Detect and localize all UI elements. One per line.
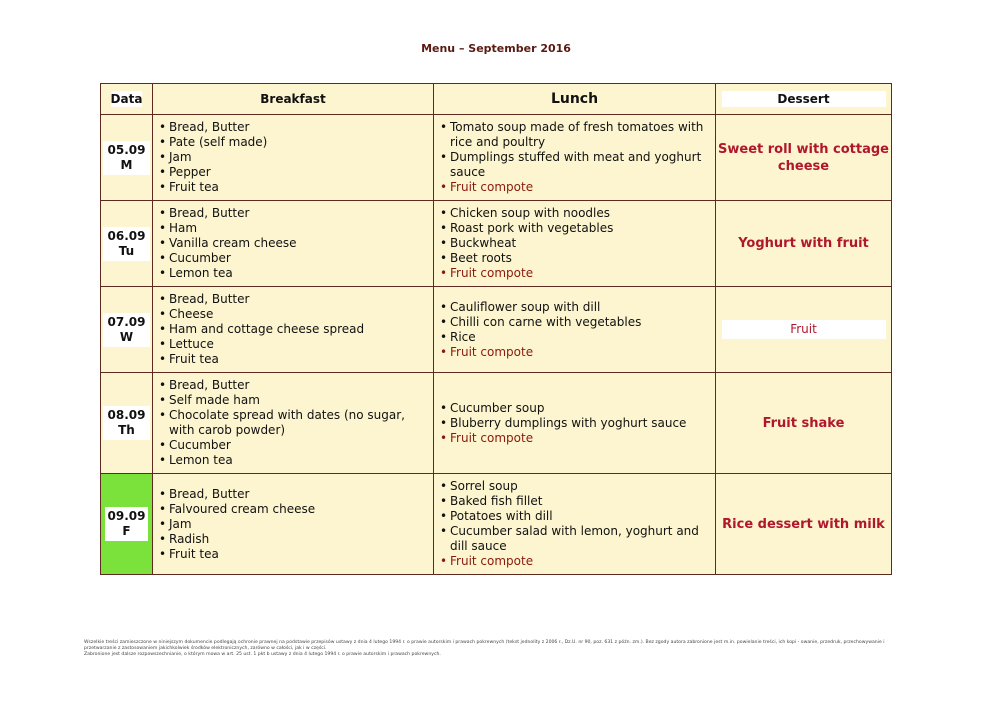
footer-line: Wszelkie treści zamieszczone w niniejszym dokumencie podlegają ochronie prawnej na podstawie przepisów ustawy z dnia 4 lutego 1994 r. o prawie autorskim i prawach pokrewnych (tekst jednolity z 2006 r., Dz.U. nr 90, poz. 631 z późn. zm.). Bez zgody autora zabronione jest m.in. powielanie treści, ich kopi - owanie, przedruk, przechowywanie i przetwarzanie z zastosowaniem jakichkolwiek środków elektronicznych, zarówno w całości, jak i w części.	[84, 640, 885, 651]
breakfast-cell	[153, 201, 434, 287]
breakfast-item-text: Cucumber	[169, 438, 231, 452]
breakfast-item	[159, 352, 427, 367]
lunch-item	[440, 150, 709, 180]
breakfast-item	[159, 378, 427, 393]
breakfast-item-text: Self made ham	[169, 393, 260, 407]
lunch-item-text: Sorrel soup	[450, 479, 518, 493]
lunch-item-text: Bluberry dumplings with yoghurt sauce	[450, 415, 687, 430]
breakfast-item	[159, 150, 427, 165]
breakfast-item-text: Pate (self made)	[169, 135, 268, 149]
dessert-text: Fruit shake	[762, 415, 845, 431]
lunch-list	[434, 115, 715, 200]
breakfast-item-text: Bread, Butter	[169, 120, 250, 134]
breakfast-item	[159, 532, 427, 547]
day-row	[101, 201, 892, 287]
breakfast-item-text: Fruit tea	[169, 546, 219, 561]
breakfast-item	[159, 438, 427, 453]
menu-table	[100, 83, 892, 575]
lunch-item-text: Dumplings stuffed with meat and yoghurt sauce	[450, 150, 702, 179]
breakfast-item	[159, 120, 427, 135]
breakfast-item	[159, 221, 427, 236]
breakfast-list	[153, 201, 433, 286]
dessert-cell	[716, 201, 892, 287]
breakfast-item	[159, 180, 427, 195]
dessert-cell	[716, 474, 892, 575]
breakfast-item-text: Ham	[169, 221, 198, 235]
breakfast-item	[159, 236, 427, 251]
day-cell	[101, 373, 153, 474]
lunch-item	[440, 524, 709, 554]
breakfast-cell	[153, 287, 434, 373]
lunch-list	[434, 474, 715, 574]
breakfast-item-text: Pepper	[169, 165, 211, 179]
breakfast-item-text: Bread, Butter	[169, 292, 250, 306]
breakfast-item-text: Bread, Butter	[169, 378, 250, 392]
breakfast-item-text: Bread, Butter	[169, 206, 250, 220]
breakfast-item	[159, 135, 427, 150]
breakfast-item-text: Cucumber	[169, 251, 231, 265]
breakfast-list	[153, 373, 433, 473]
lunch-item-text: Buckwheat	[450, 236, 517, 250]
breakfast-item	[159, 251, 427, 266]
breakfast-item-text: Lettuce	[169, 337, 214, 351]
lunch-item-text: Cucumber salad with lemon, yoghurt and dill sauce	[450, 524, 699, 553]
breakfast-item-text: Chocolate spread with dates (no sugar, with carob powder)	[169, 408, 405, 437]
lunch-item-text: Fruit compote	[450, 554, 534, 568]
dessert-text: Sweet roll with cottage cheese	[718, 141, 889, 174]
day-weekday: W	[119, 329, 134, 344]
lunch-item-text: Tomato soup made of fresh tomatoes with rice and poultry	[450, 120, 704, 149]
header-dessert	[716, 84, 892, 115]
day-weekday: Tu	[118, 243, 135, 258]
breakfast-item	[159, 337, 427, 352]
breakfast-item-text: Lemon tea	[169, 453, 233, 467]
dessert-cell	[716, 287, 892, 373]
lunch-item-text: Cucumber soup	[450, 400, 545, 415]
day-cell	[101, 201, 153, 287]
day-date: 05.09	[107, 142, 146, 157]
day-row	[101, 287, 892, 373]
day-cell	[101, 287, 153, 373]
lunch-list	[434, 295, 715, 365]
breakfast-item-text: Vanilla cream cheese	[169, 236, 297, 250]
day-weekday: F	[122, 524, 131, 538]
breakfast-item	[159, 322, 427, 337]
footer-line: Zabronione jest dalsze rozpowszechnianie, o którym mowa w art. 25 ust. 1 pkt b ustawy z dnia 4 lutego 1994 r. o prawie autorskim i prawach pokrewnych.	[84, 652, 441, 657]
breakfast-item-text: Falvoured cream cheese	[169, 501, 316, 516]
lunch-item-text: Cauliflower soup with dill	[450, 299, 601, 314]
breakfast-item-text: Cheese	[169, 307, 214, 321]
breakfast-item-text: Ham and cottage cheese spread	[169, 322, 365, 336]
day-label	[103, 313, 150, 347]
breakfast-item-text: Jam	[169, 516, 192, 531]
breakfast-item	[159, 502, 427, 517]
breakfast-item	[159, 547, 427, 562]
day-label	[105, 507, 148, 541]
day-cell	[101, 474, 153, 575]
breakfast-item-text: Lemon tea	[169, 266, 233, 280]
lunch-item	[440, 236, 709, 251]
lunch-cell	[434, 201, 716, 287]
lunch-item-text: Beet roots	[450, 251, 512, 265]
lunch-item	[440, 401, 709, 416]
breakfast-item-text: Fruit tea	[169, 352, 219, 366]
lunch-item	[440, 221, 709, 236]
menu-body	[101, 115, 892, 575]
lunch-item	[440, 206, 709, 221]
breakfast-item-text: Fruit tea	[169, 180, 219, 194]
breakfast-item	[159, 206, 427, 221]
breakfast-item	[159, 292, 427, 307]
lunch-list	[434, 201, 715, 286]
lunch-item	[440, 416, 709, 431]
page-title: Menu – September 2016	[421, 42, 571, 55]
day-label	[103, 141, 150, 175]
day-date: 08.09	[107, 408, 146, 422]
breakfast-item-text: Radish	[169, 531, 210, 546]
lunch-item-text: Fruit compote	[450, 180, 534, 194]
header-row	[101, 84, 892, 115]
breakfast-item	[159, 165, 427, 180]
dessert-cell	[716, 115, 892, 201]
header-day	[101, 84, 153, 115]
lunch-cell	[434, 287, 716, 373]
lunch-item	[440, 494, 709, 509]
day-date: 09.09	[107, 509, 146, 523]
breakfast-item	[159, 517, 427, 532]
day-date: 07.09	[107, 314, 146, 329]
lunch-item	[440, 479, 709, 494]
breakfast-item	[159, 307, 427, 322]
breakfast-cell	[153, 115, 434, 201]
day-row	[101, 115, 892, 201]
breakfast-cell	[153, 474, 434, 575]
dessert-text: Yoghurt with fruit	[738, 236, 869, 251]
day-label	[103, 406, 150, 440]
lunch-item	[440, 330, 709, 345]
day-weekday: Th	[118, 423, 135, 437]
breakfast-item	[159, 266, 427, 281]
lunch-item-text: Fruit compote	[450, 266, 534, 280]
breakfast-item	[159, 408, 427, 438]
lunch-item	[440, 251, 709, 266]
breakfast-list	[153, 287, 433, 372]
day-weekday: M	[120, 157, 133, 172]
dessert-cell	[716, 373, 892, 474]
day-cell	[101, 115, 153, 201]
lunch-item	[440, 345, 709, 360]
breakfast-item-text: Bread, Butter	[169, 486, 250, 501]
dessert-text: Rice dessert with milk	[722, 516, 885, 532]
lunch-item-text: Fruit compote	[450, 344, 534, 359]
breakfast-item	[159, 453, 427, 468]
lunch-item	[440, 431, 709, 446]
lunch-item	[440, 509, 709, 524]
lunch-item-text: Baked fish fillet	[450, 494, 543, 508]
lunch-cell	[434, 115, 716, 201]
lunch-item	[440, 180, 709, 195]
header-lunch: Lunch	[434, 84, 716, 115]
lunch-item	[440, 266, 709, 281]
lunch-cell	[434, 474, 716, 575]
breakfast-cell	[153, 373, 434, 474]
header-dessert-label: Dessert	[722, 91, 886, 107]
lunch-item	[440, 315, 709, 330]
lunch-item	[440, 120, 709, 150]
day-row	[101, 373, 892, 474]
lunch-item	[440, 300, 709, 315]
header-breakfast: Breakfast	[153, 84, 434, 115]
breakfast-item-text: Jam	[169, 150, 192, 164]
lunch-item-text: Rice	[450, 329, 476, 344]
header-day-label: Data	[110, 92, 143, 106]
breakfast-item	[159, 393, 427, 408]
copyright-footer	[84, 640, 894, 658]
lunch-item	[440, 554, 709, 569]
lunch-item-text: Roast pork with vegetables	[450, 221, 614, 235]
dessert-text: Fruit	[722, 320, 886, 339]
day-date: 06.09	[107, 228, 146, 243]
breakfast-list	[153, 115, 433, 200]
lunch-list	[434, 396, 715, 451]
lunch-item-text: Potatoes with dill	[450, 509, 553, 523]
lunch-cell	[434, 373, 716, 474]
lunch-item-text: Chicken soup with noodles	[450, 206, 611, 220]
day-row	[101, 474, 892, 575]
breakfast-list	[153, 482, 433, 567]
lunch-item-text: Fruit compote	[450, 430, 534, 445]
breakfast-item	[159, 487, 427, 502]
day-label	[103, 227, 150, 261]
lunch-item-text: Chilli con carne with vegetables	[450, 314, 642, 329]
